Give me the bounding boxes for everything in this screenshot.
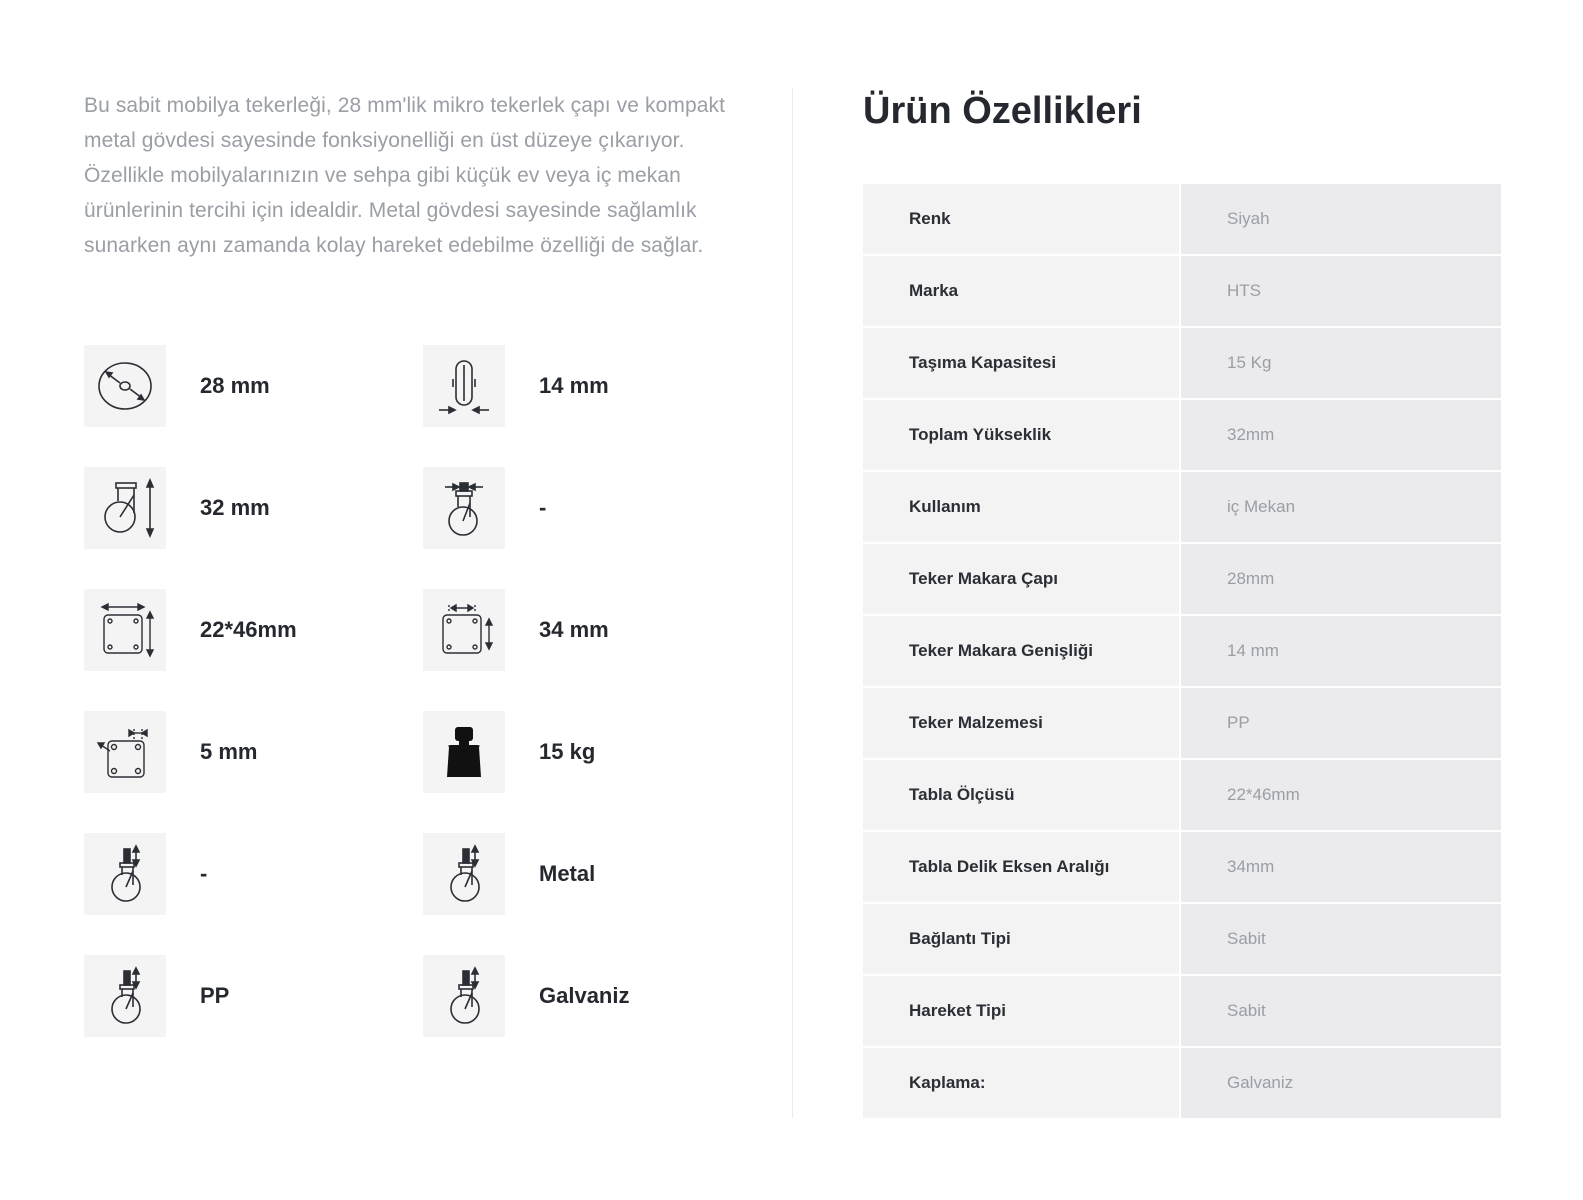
table-row	[863, 904, 1501, 974]
spec-key: Taşıma Kapasitesi	[863, 328, 1179, 398]
spec-key: Bağlantı Tipi	[863, 904, 1179, 974]
feature-value: Metal	[539, 861, 596, 886]
feature-value: -	[539, 495, 547, 520]
spec-value: 14 mm	[1181, 616, 1501, 686]
spec-value: 34mm	[1181, 832, 1501, 902]
spec-value: Galvaniz	[1181, 1048, 1501, 1118]
table-row	[863, 976, 1501, 1046]
table-row	[863, 472, 1501, 542]
feature-value: 5 mm	[200, 739, 258, 764]
feature-item	[84, 589, 384, 671]
hole-diameter-icon	[84, 711, 166, 793]
table-row	[863, 184, 1501, 254]
load-weight-icon	[423, 711, 505, 793]
feature-value: 22*46mm	[200, 617, 297, 642]
spec-key: Kullanım	[863, 472, 1179, 542]
spec-key: Teker Malzemesi	[863, 688, 1179, 758]
feature-value: PP	[200, 983, 230, 1008]
feature-item	[423, 955, 723, 1037]
spec-key: Teker Makara Genişliği	[863, 616, 1179, 686]
spec-value: iç Mekan	[1181, 472, 1501, 542]
feature-item	[84, 467, 384, 549]
spec-value: 15 Kg	[1181, 328, 1501, 398]
spec-key: Toplam Yükseklik	[863, 400, 1179, 470]
feature-value: 34 mm	[539, 617, 609, 642]
feature-item	[84, 711, 384, 793]
caster-stem-icon	[84, 833, 166, 915]
spec-key: Marka	[863, 256, 1179, 326]
table-row	[863, 328, 1501, 398]
feature-value: 15 kg	[539, 739, 596, 764]
product-description-section	[84, 88, 734, 263]
spec-value: Siyah	[1181, 184, 1501, 254]
spec-value: Sabit	[1181, 904, 1501, 974]
feature-value: 28 mm	[200, 373, 270, 398]
spec-key: Tabla Ölçüsü	[863, 760, 1179, 830]
feature-value: -	[200, 861, 208, 886]
specs-title: Ürün Özellikleri	[863, 90, 1142, 132]
spec-key: Tabla Delik Eksen Aralığı	[863, 832, 1179, 902]
table-row	[863, 1048, 1501, 1118]
stem-size-icon	[423, 467, 505, 549]
caster-coating-icon	[423, 955, 505, 1037]
spec-value: 28mm	[1181, 544, 1501, 614]
product-description: Bu sabit mobilya tekerleği, 28 mm'lik mikro tekerlek çapı ve kompakt metal gövdesi sayesinde fonksiyonelliği en üst düzeye çıkarıyor. Özellikle mobilyalarınızın ve sehpa gibi küçük ev veya iç mekan ürünlerinin tercihi için idealdir. Metal gövdesi sayesinde sağlamlık sunarken aynı zamanda kolay hareket edebilme özelliği de sağlar.	[84, 94, 726, 257]
spec-value: 32mm	[1181, 400, 1501, 470]
wheel-width-icon	[423, 345, 505, 427]
hole-spacing-icon	[423, 589, 505, 671]
feature-item	[423, 345, 723, 427]
feature-item	[423, 589, 723, 671]
caster-wheel-material-icon	[84, 955, 166, 1037]
feature-item	[84, 833, 384, 915]
table-row	[863, 688, 1501, 758]
specs-table	[863, 184, 1501, 1120]
feature-value: Galvaniz	[539, 983, 630, 1008]
spec-value: PP	[1181, 688, 1501, 758]
spec-key: Hareket Tipi	[863, 976, 1179, 1046]
wheel-diameter-icon	[84, 345, 166, 427]
table-row	[863, 256, 1501, 326]
feature-item	[423, 711, 723, 793]
product-specs-section	[863, 88, 1501, 1092]
spec-value: Sabit	[1181, 976, 1501, 1046]
section-divider	[792, 88, 793, 1118]
spec-key: Kaplama:	[863, 1048, 1179, 1118]
feature-value: 14 mm	[539, 373, 609, 398]
table-row	[863, 616, 1501, 686]
caster-body-material-icon	[423, 833, 505, 915]
spec-value: HTS	[1181, 256, 1501, 326]
spec-key: Teker Makara Çapı	[863, 544, 1179, 614]
table-row	[863, 400, 1501, 470]
total-height-icon	[84, 467, 166, 549]
plate-size-icon	[84, 589, 166, 671]
table-row	[863, 760, 1501, 830]
feature-item	[84, 345, 384, 427]
table-row	[863, 544, 1501, 614]
feature-item	[84, 955, 384, 1037]
spec-key: Renk	[863, 184, 1179, 254]
feature-item	[423, 467, 723, 549]
spec-value: 22*46mm	[1181, 760, 1501, 830]
feature-item	[423, 833, 723, 915]
table-row	[863, 832, 1501, 902]
feature-value: 32 mm	[200, 495, 270, 520]
